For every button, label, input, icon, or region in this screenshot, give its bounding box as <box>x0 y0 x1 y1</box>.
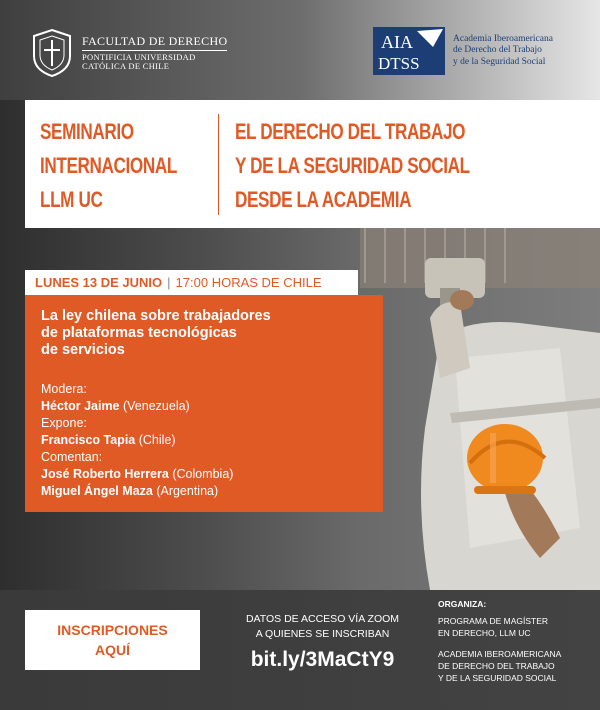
event-date: LUNES 13 DE JUNIO <box>35 275 163 290</box>
seminar-title-line: SEMINARIO <box>40 119 134 144</box>
date-strip <box>25 270 358 295</box>
organizer-llm-line1: PROGRAMA DE MAGÍSTER <box>438 616 549 626</box>
participants-list <box>41 381 233 500</box>
title-band <box>25 100 600 228</box>
uc-crest-icon <box>30 28 74 78</box>
talk-title <box>41 308 271 359</box>
seminar-subtitle-line: Y DE LA SEGURIDAD SOCIAL <box>235 153 470 178</box>
uc-university-line1: PONTIFICIA UNIVERSIDAD <box>82 51 196 62</box>
organizer-academia <box>438 648 588 684</box>
talk-title-line: de plataformas tecnológicas <box>41 325 237 341</box>
organizer-academia-line1: ACADEMIA IBEROAMERICANA <box>438 649 562 659</box>
register-label-line2: AQUÍ <box>95 642 130 658</box>
uc-logo <box>30 28 227 78</box>
uc-university-line2: CATÓLICA DE CHILE <box>82 60 170 71</box>
register-button[interactable] <box>25 610 200 670</box>
aiadtss-name-line3: y de la Seguridad Social <box>453 56 546 67</box>
organizer-academia-line3: Y DE LA SEGURIDAD SOCIAL <box>438 673 557 683</box>
seminar-title-line: INTERNACIONAL <box>40 153 177 178</box>
access-info-line1: DATOS DE ACCESO VÍA ZOOM <box>245 613 400 625</box>
organizers <box>438 598 588 693</box>
access-info-line2: A QUIENES SE INSCRIBAN <box>255 628 390 640</box>
commentator-country: (Colombia) <box>172 467 234 481</box>
moderator-country: (Venezuela) <box>123 399 190 413</box>
moderator-label: Modera: <box>41 382 87 396</box>
title-divider <box>218 114 219 215</box>
moderator-name: Héctor Jaime <box>41 399 120 413</box>
event-time: 17:00 HORAS DE CHILE <box>175 275 322 290</box>
speaker-label: Expone: <box>41 416 87 430</box>
aiadtss-mark-icon <box>373 27 445 75</box>
speaker-country: (Chile) <box>138 433 176 447</box>
speaker-entry <box>41 432 233 449</box>
commentator-name: José Roberto Herrera <box>41 467 169 481</box>
registration-link[interactable]: bit.ly/3MaCtY9 <box>250 648 395 671</box>
commentator-name: Miguel Ángel Maza <box>41 484 153 498</box>
aiadtss-logo <box>373 27 553 75</box>
talk-card <box>25 295 383 512</box>
organizer-llm-line2: EN DERECHO, LLM UC <box>438 628 531 638</box>
organizer-llm <box>438 615 588 639</box>
register-label-line1: INSCRIPCIONES <box>57 622 168 638</box>
uc-faculty-name: FACULTAD DE DERECHO <box>82 35 227 51</box>
seminar-title <box>40 115 177 217</box>
moderator-entry <box>41 398 233 415</box>
seminar-subtitle-line: DESDE LA ACADEMIA <box>235 187 412 212</box>
speaker-name: Francisco Tapia <box>41 433 136 447</box>
seminar-title-line: LLM UC <box>40 187 103 212</box>
access-info <box>230 612 415 672</box>
commentator-entry <box>41 466 233 483</box>
aiadtss-name-line2: de Derecho del Trabajo <box>453 45 542 56</box>
commentator-entry <box>41 483 233 500</box>
svg-text:DTSS: DTSS <box>378 54 420 73</box>
organizers-heading: ORGANIZA: <box>438 599 487 609</box>
commentator-country: (Argentina) <box>156 484 219 498</box>
seminar-subtitle <box>235 115 470 217</box>
date-separator: | <box>167 275 171 290</box>
commentators-label: Comentan: <box>41 450 103 464</box>
talk-title-line: La ley chilena sobre trabajadores <box>41 308 271 324</box>
organizer-academia-line2: DE DERECHO DEL TRABAJO <box>438 661 555 671</box>
seminar-subtitle-line: EL DERECHO DEL TRABAJO <box>235 119 466 144</box>
svg-text:AIA: AIA <box>381 32 413 52</box>
aiadtss-name-line1: Academia Iberoamericana <box>453 33 553 44</box>
talk-title-line: de servicios <box>41 342 125 358</box>
